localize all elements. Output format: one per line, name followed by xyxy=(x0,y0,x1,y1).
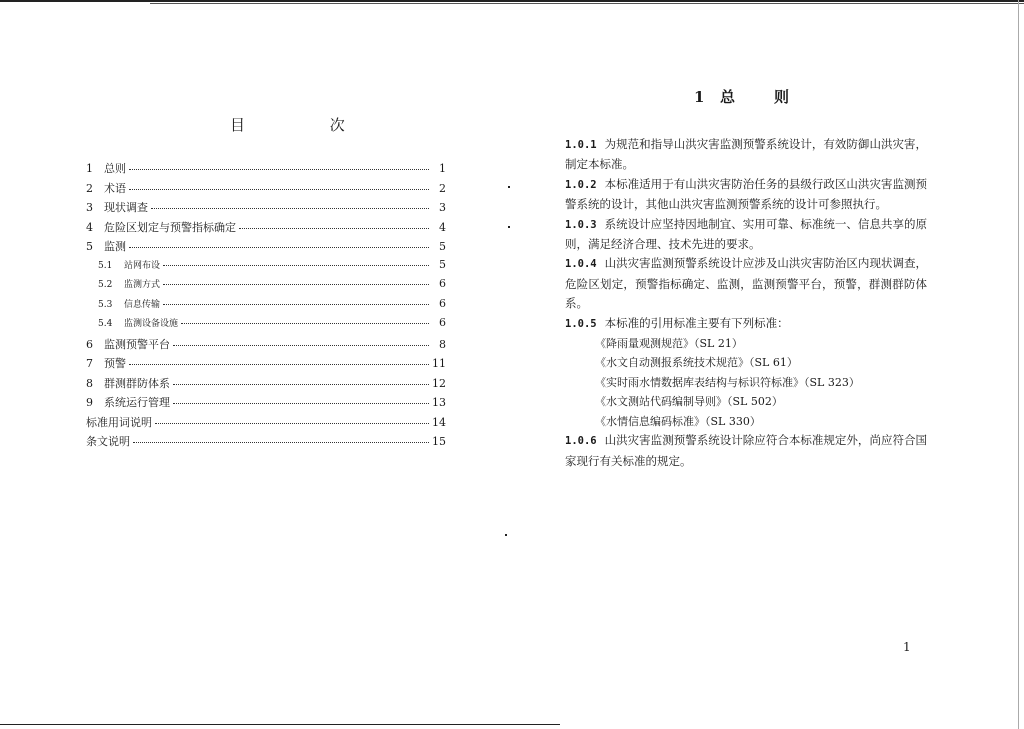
toc-entry-page: 1 xyxy=(439,162,446,175)
toc-dot-leader xyxy=(129,356,429,365)
reference-standard: 《水情信息编码标准》（SL 330） xyxy=(595,414,761,428)
toc-dot-leader xyxy=(129,181,429,190)
toc-entry-number: 5.2 xyxy=(98,280,113,290)
toc-entry-number: 1 xyxy=(86,162,93,175)
clause-paragraph xyxy=(565,254,927,313)
toc-entry-page: 12 xyxy=(432,376,446,390)
toc-entry-page: 6 xyxy=(439,316,446,329)
toc-entry-label: 预警 xyxy=(104,357,126,370)
toc-dot-leader xyxy=(151,200,429,209)
reference-standard: 《降雨量观测规范》（SL 21） xyxy=(595,337,743,351)
toc-entry xyxy=(86,160,446,180)
toc-entry-page: 13 xyxy=(432,396,446,409)
toc-entry-number: 3 xyxy=(86,201,93,214)
scan-edge-line xyxy=(150,3,1024,4)
clause-number: 1.0.3 xyxy=(565,218,597,231)
toc-entry-number: 5.4 xyxy=(98,319,113,329)
toc-entry-page: 6 xyxy=(439,277,446,290)
toc-entry-page: 5 xyxy=(439,257,446,271)
toc-dot-leader xyxy=(173,395,429,404)
toc-entry-label: 信息传输 xyxy=(124,299,161,310)
toc-entry-label: 现状调查 xyxy=(104,201,148,214)
clause-text: 山洪灾害监测预警系统设计除应符合本标准规定外，尚应符合国家现行有关标准的规定。 xyxy=(565,433,927,468)
toc-dot-leader xyxy=(133,434,429,443)
toc-entry-label: 监测 xyxy=(104,240,126,253)
reference-standard: 《实时雨水情数据库表结构与标识符标准》（SL 323） xyxy=(595,375,860,389)
scan-edge-top xyxy=(0,0,1024,2)
toc-entry-label: 术语 xyxy=(104,181,126,195)
chapter-title-char: 则 xyxy=(774,88,790,106)
toc-entry-page: 2 xyxy=(439,181,446,195)
toc-entry-label: 条文说明 xyxy=(86,435,130,448)
page-number: 1 xyxy=(903,640,911,654)
toc-entry-page: 8 xyxy=(439,337,446,351)
toc-entry-number: 7 xyxy=(86,357,93,370)
toc-dot-leader xyxy=(239,220,429,229)
chapter-title-char: 总 xyxy=(720,88,736,106)
clause-text: 山洪灾害监测预警系统设计应涉及山洪灾害防治区内现状调查，危险区划定，预警指标确定、监测，监测预警平台，预警，群测群防体系。 xyxy=(565,256,927,311)
clause-paragraph xyxy=(565,135,927,175)
toc-entry-page: 15 xyxy=(432,435,446,448)
toc-entry-number: 4 xyxy=(86,220,93,234)
clause-text: 为规范和指导山洪灾害监测预警系统设计，有效防御山洪灾害，制定本标准。 xyxy=(565,137,927,172)
toc-list xyxy=(86,160,446,453)
toc-dot-leader xyxy=(173,376,429,385)
clause-number: 1.0.2 xyxy=(565,178,597,191)
scan-edge-bottom xyxy=(0,724,560,725)
toc-entry-label: 群测群防体系 xyxy=(104,376,170,390)
toc-dot-leader xyxy=(129,161,429,170)
toc-entry-number: 5.3 xyxy=(98,299,113,310)
toc-entry-label: 监测方式 xyxy=(124,280,161,290)
toc-dot-leader xyxy=(163,257,429,266)
toc-entry-label: 系统运行管理 xyxy=(104,396,170,409)
toc-entry-page: 6 xyxy=(439,296,446,310)
toc-entry-number: 8 xyxy=(86,376,93,390)
toc-entry xyxy=(86,316,446,336)
chapter-title xyxy=(694,86,789,107)
toc-entry-label: 站网布设 xyxy=(124,260,161,271)
toc-entry-label: 监测设备设施 xyxy=(124,319,179,329)
toc-entry-number: 9 xyxy=(86,396,93,409)
clause-paragraph xyxy=(565,431,927,471)
toc-entry-label: 标准用词说明 xyxy=(86,415,152,429)
clause-paragraph xyxy=(565,175,927,215)
toc-entry xyxy=(86,433,446,453)
binding-dot xyxy=(505,534,507,536)
toc-entry xyxy=(86,258,446,278)
toc-title: 目 次 xyxy=(230,116,385,134)
reference-standard: 《水文自动测报系统技术规范》（SL 61） xyxy=(595,356,798,370)
toc-entry-page: 5 xyxy=(439,240,446,253)
toc-entry-page: 14 xyxy=(432,415,446,429)
clause-paragraph xyxy=(565,314,927,334)
toc-dot-leader xyxy=(173,337,429,346)
toc-dot-leader xyxy=(181,315,429,324)
toc-entry-page: 4 xyxy=(439,220,446,234)
toc-entry xyxy=(86,394,446,414)
toc-entry xyxy=(86,219,446,239)
toc-dot-leader xyxy=(155,415,429,424)
toc-entry xyxy=(86,414,446,434)
toc-entry-label: 总则 xyxy=(104,162,126,175)
clause-text: 本标准适用于有山洪灾害防治任务的县级行政区山洪灾害监测预警系统的设计，其他山洪灾害监测预警系统的设计可参照执行。 xyxy=(565,176,927,212)
clause-number: 1.0.4 xyxy=(565,258,597,271)
toc-entry xyxy=(86,180,446,200)
toc-entry-page: 3 xyxy=(439,201,446,214)
binding-dot xyxy=(508,226,510,228)
toc-entry xyxy=(86,199,446,219)
toc-entry xyxy=(86,355,446,375)
toc-dot-leader xyxy=(129,239,429,248)
toc-entry-number: 6 xyxy=(86,337,93,351)
clause-number: 1.0.5 xyxy=(565,317,597,330)
toc-entry xyxy=(86,238,446,258)
toc-entry xyxy=(86,297,446,317)
toc-dot-leader xyxy=(163,276,429,285)
toc-dot-leader xyxy=(163,296,429,305)
toc-entry-page: 11 xyxy=(432,357,446,370)
binding-dot xyxy=(508,186,510,188)
clause-text: 系统设计应坚持因地制宜、实用可靠、标准统一、信息共享的原则，满足经济合理、技术先进的要求。 xyxy=(565,216,927,252)
reference-standard: 《水文测站代码编制导则》（SL 502） xyxy=(595,395,783,409)
toc-entry xyxy=(86,277,446,297)
clause-paragraph xyxy=(565,215,927,255)
clause-number: 1.0.1 xyxy=(565,139,597,151)
clause-text: 本标准的引用标准主要有下列标准： xyxy=(604,315,789,330)
toc-entry-number: 2 xyxy=(86,181,93,195)
clause-number: 1.0.6 xyxy=(565,435,597,448)
toc-entry xyxy=(86,336,446,356)
toc-entry-number: 5.1 xyxy=(98,260,113,271)
toc-entry-number: 5 xyxy=(86,240,93,253)
chapter-body xyxy=(565,135,927,471)
toc-entry-label: 监测预警平台 xyxy=(104,337,170,351)
chapter-number: 1 xyxy=(694,88,705,106)
toc-entry xyxy=(86,375,446,395)
scan-edge-right xyxy=(1018,0,1019,729)
toc-entry-label: 危险区划定与预警指标确定 xyxy=(104,220,236,234)
